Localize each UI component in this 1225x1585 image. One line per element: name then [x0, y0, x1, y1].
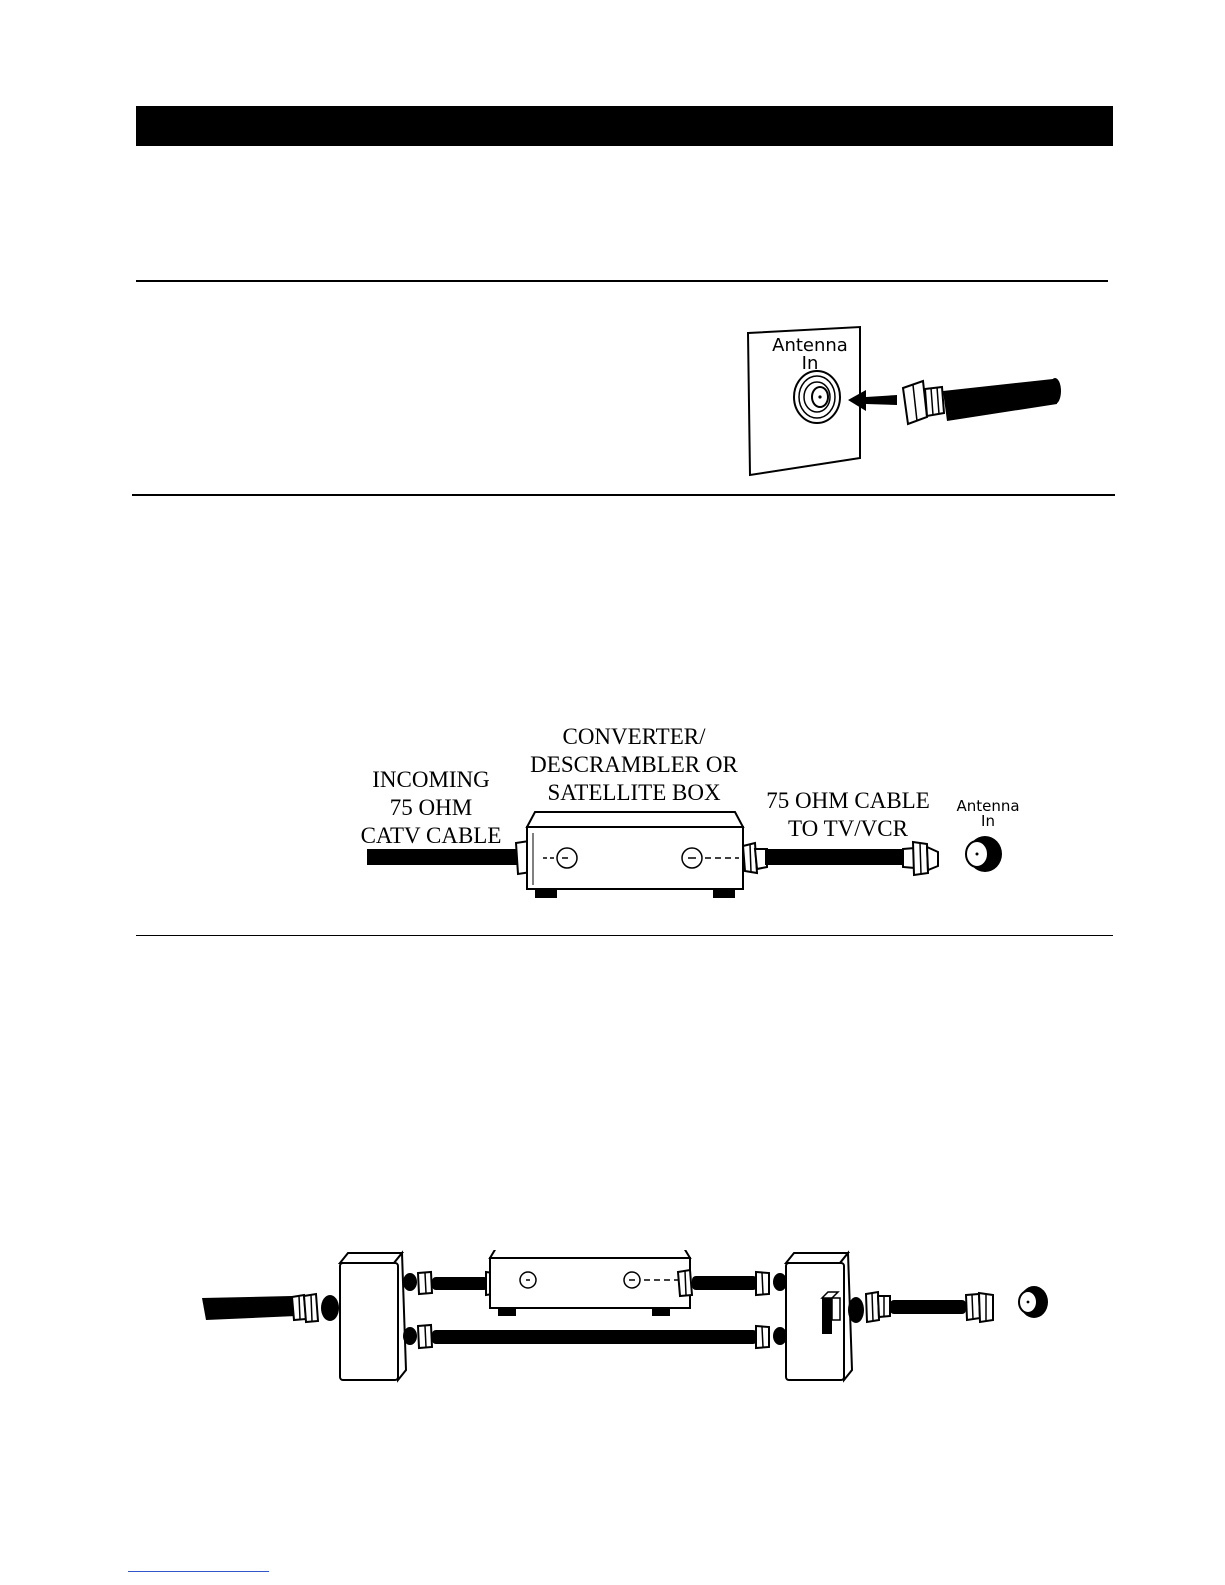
antenna-label-line1: Antenna — [772, 335, 848, 356]
coax-connector-icon — [678, 1270, 692, 1296]
label-line: DESCRAMBLER OR — [530, 752, 738, 777]
incoming-catv-cable — [367, 849, 517, 865]
coax-connector-icon — [418, 1325, 432, 1348]
antenna-in-label — [951, 799, 1025, 829]
label-line: 75 OHM CABLE — [766, 788, 930, 813]
incoming-cable — [202, 1296, 296, 1320]
divider-rule — [136, 280, 1108, 282]
coax-input-jack-icon — [1019, 1286, 1048, 1318]
converter-box-icon — [490, 1250, 690, 1316]
coax-input-jack-icon — [794, 371, 840, 423]
ab-switch-icon — [773, 1253, 864, 1380]
coax-connector-icon — [418, 1272, 432, 1294]
label-line: 75 OHM — [389, 795, 473, 820]
footer-link-underline[interactable] — [128, 1571, 269, 1572]
coax-cable-icon — [903, 378, 1061, 424]
splitter-connection-figure — [200, 1250, 1075, 1390]
coax-connector-icon — [966, 1293, 993, 1322]
coax-connector-icon — [756, 1272, 769, 1295]
coax-connector-icon — [903, 842, 938, 875]
label-line: SATELLITE BOX — [547, 780, 721, 805]
coax-connector-icon — [866, 1292, 890, 1322]
converter-box-label — [523, 723, 745, 807]
antenna-label-line1: Antenna — [956, 797, 1020, 815]
antenna-label-line2: In — [981, 812, 995, 830]
coax-connector-icon — [292, 1294, 339, 1322]
converter-box-icon — [527, 812, 743, 898]
coax-connector-icon — [756, 1326, 769, 1348]
antenna-connection-figure — [745, 325, 1090, 480]
label-line: CONVERTER/ — [562, 724, 706, 749]
section-header-bar — [136, 106, 1113, 146]
antenna-label-line2: In — [801, 353, 819, 374]
divider-rule — [132, 494, 1115, 496]
coax-input-jack-icon — [966, 836, 1002, 872]
antenna-in-label — [765, 337, 855, 373]
converter-figure-drawing — [355, 805, 1055, 910]
label-line: CATV CABLE — [360, 823, 502, 848]
output-cable — [765, 849, 905, 865]
label-line: INCOMING — [372, 767, 490, 792]
label-line: TO TV/VCR — [788, 816, 908, 841]
splitter-figure-drawing — [200, 1250, 1075, 1390]
divider-rule — [136, 935, 1113, 936]
coax-connector-icon — [743, 843, 767, 873]
splitter-icon — [340, 1253, 417, 1380]
